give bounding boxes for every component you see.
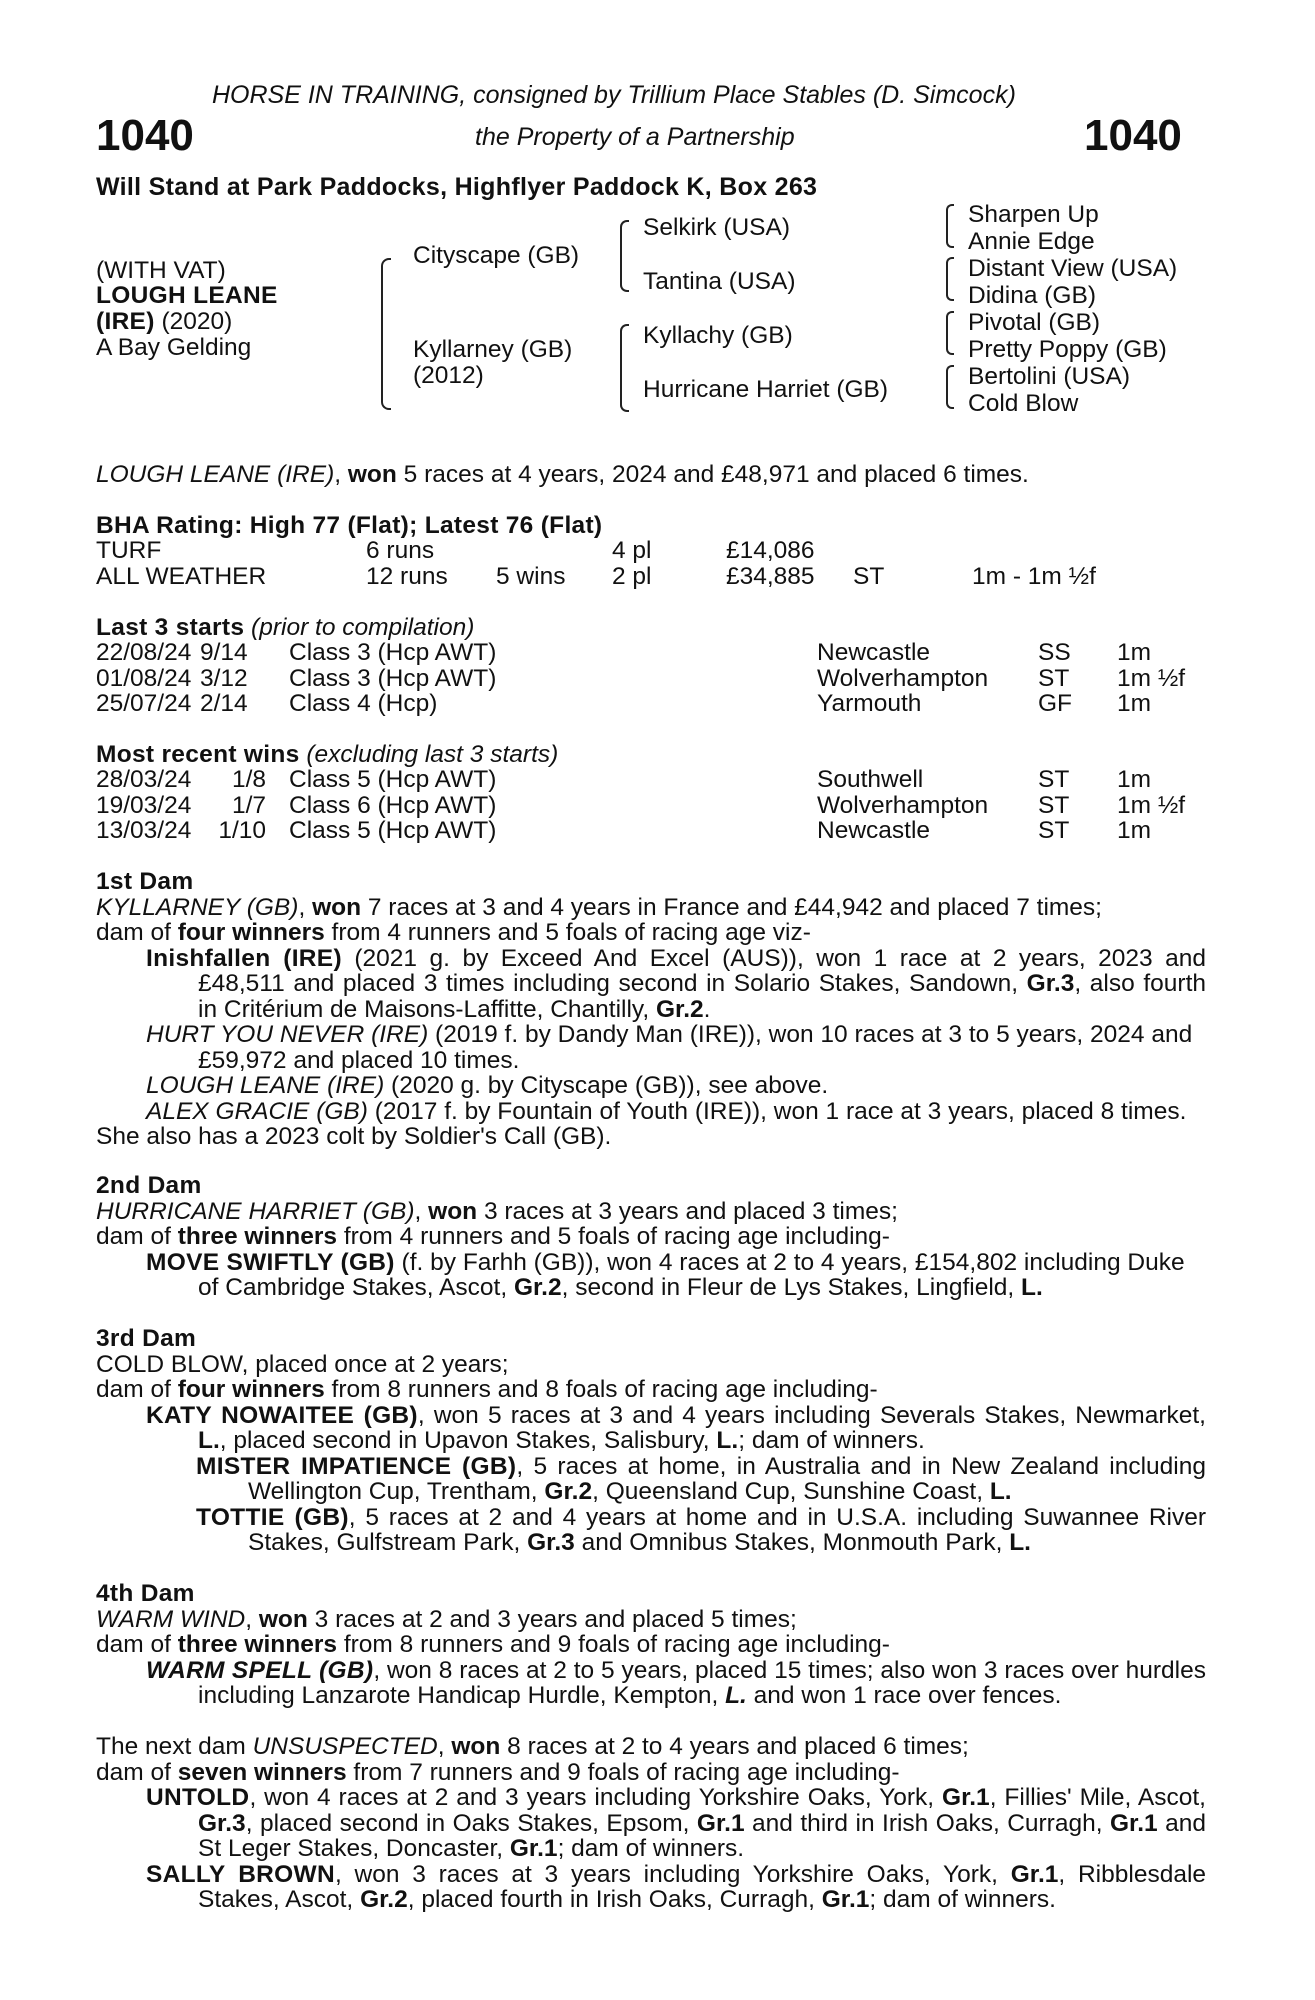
dam-of-label: dam of	[96, 1376, 178, 1403]
pedigree-brace-g12	[946, 204, 954, 248]
produce-entry	[96, 1862, 1206, 1913]
dam-record: KYLLARNEY (GB), won 7 races at 3 and 4 years in France and £44,942 and placed 7 times;	[96, 893, 1102, 921]
pedigree-brace-g56	[946, 311, 954, 355]
pedigree-brace-main	[381, 258, 391, 410]
consignment-title: HORSE IN TRAINING, consigned by Trillium Place Stables (D. Simcock)	[212, 81, 1016, 109]
start-distance: 1m	[1117, 639, 1152, 666]
pedigree-sire-sire: Selkirk (USA)	[643, 214, 791, 241]
win-position: 1/8	[231, 766, 266, 793]
pedigree-g1: Sharpen Up	[968, 201, 1099, 228]
produce-name: TOTTIE (GB)	[196, 1503, 349, 1531]
lot-number-left: 1040	[96, 111, 194, 160]
start-going: ST	[1038, 664, 1070, 692]
pedigree-brace-dam	[620, 324, 629, 412]
won-label: won	[451, 1733, 501, 1760]
pedigree-dam-sire: Kyllachy (GB)	[643, 322, 793, 349]
recent-wins-heading	[96, 742, 558, 768]
dam-of-label: dam of	[96, 1223, 178, 1250]
table-row	[96, 666, 1206, 692]
grade-label: Gr.1	[821, 1886, 870, 1913]
produce-text: .	[703, 995, 711, 1023]
start-race: Class 3 (Hcp AWT)	[289, 639, 497, 666]
rating-prize: £34,885	[726, 562, 815, 590]
produce-text: , won 8 races at 2 to 5 years, placed 15 times; also won 3 races over hurdles including Lanzarote Handicap Hurdle, Kempton,	[198, 1656, 1206, 1709]
grade-label: Gr.1	[696, 1809, 745, 1837]
second-dam-section	[96, 1173, 1206, 1301]
lot-number-right: 1040	[1084, 111, 1182, 160]
rating-wins: 5 wins	[496, 562, 566, 590]
start-race: Class 3 (Hcp AWT)	[289, 664, 497, 692]
horse-year: (2020)	[154, 308, 233, 335]
grade-label: Gr.1	[1109, 1809, 1158, 1837]
rating-runs: 12 runs	[366, 562, 448, 590]
win-race: Class 5 (Hcp AWT)	[289, 766, 497, 793]
rating-row-aw	[96, 564, 1206, 590]
produce-text: , won 3 races at 3 years including Yorkshire Oaks, York,	[334, 1860, 1011, 1888]
vat-note: (WITH VAT)	[96, 257, 226, 284]
last-starts-table	[96, 640, 1206, 717]
rating-surface: TURF	[96, 537, 162, 564]
first-dam-section	[96, 869, 1206, 1150]
win-date: 28/03/24	[96, 766, 192, 793]
winners-count: seven winners	[177, 1758, 347, 1786]
grade-label: Gr.3	[527, 1529, 575, 1556]
start-date: 25/07/24	[96, 690, 192, 717]
pedigree-g8: Cold Blow	[968, 390, 1079, 417]
table-row	[96, 818, 1206, 844]
produce-text: and St Leger Stakes, Doncaster,	[198, 1809, 1207, 1862]
dam-record: COLD BLOW, placed once at 2 years;	[96, 1350, 509, 1378]
pedigree-dam-dam: Hurricane Harriet (GB)	[643, 376, 889, 403]
produce-text: , placed fourth in Irish Oaks, Curragh,	[407, 1886, 822, 1913]
win-position: 1/7	[231, 791, 266, 819]
produce-text: ; dam of winners.	[557, 1835, 745, 1862]
produce-entry	[96, 946, 1206, 1023]
dam-name: HURRICANE HARRIET (GB)	[96, 1197, 415, 1225]
runners-text: from 4 runners and 5 foals of racing age viz-	[324, 919, 811, 946]
produce-text: ; dam of winners.	[738, 1427, 925, 1454]
grade-label: L.	[725, 1682, 747, 1709]
produce-text: (f. by Farhh (GB)), won 4 races at 2 to 4 years, £154,802 including Duke of Cambridge Stakes, Ascot,	[198, 1248, 1185, 1301]
horse-name: LOUGH LEANE	[96, 282, 278, 309]
produce-text: (2019 f. by Dandy Man (IRE)), won 10 races at 3 to 5 years, 2024 and £59,972 and placed 10 times.	[198, 1021, 1193, 1074]
rating-going: ST	[853, 562, 885, 590]
produce-name: MOVE SWIFTLY (GB)	[146, 1248, 395, 1276]
win-date: 19/03/24	[96, 791, 192, 819]
dam-name: KYLLARNEY (GB)	[96, 893, 299, 921]
start-course: Wolverhampton	[817, 664, 989, 692]
produce-entry	[96, 1073, 1206, 1099]
grade-label: L.	[1009, 1529, 1031, 1556]
produce-entry	[96, 1099, 1206, 1125]
produce-text: , also fourth in Critérium de Maisons-Laffitte, Chantilly,	[198, 970, 1207, 1023]
pedigree-dam: Kyllarney (GB)	[413, 336, 573, 363]
produce-name: KATY NOWAITEE (GB)	[146, 1401, 418, 1429]
table-row	[96, 793, 1206, 819]
dam-name: WARM WIND	[96, 1605, 246, 1633]
recent-wins-title: Most recent wins	[96, 741, 300, 768]
runners-text: from 8 runners and 8 foals of racing age including-	[324, 1376, 878, 1403]
horse-description: A Bay Gelding	[96, 334, 252, 361]
dam-produce	[96, 1760, 1206, 1786]
section-heading: 3rd Dam	[96, 1325, 197, 1352]
pedigree-sire-dam: Tantina (USA)	[643, 268, 796, 295]
start-course: Yarmouth	[817, 690, 922, 717]
produce-entry	[96, 1250, 1206, 1301]
rating-prize: £14,086	[726, 537, 815, 564]
produce-name: LOUGH LEANE (IRE)	[146, 1072, 385, 1099]
grade-label: Gr.2	[513, 1274, 562, 1301]
dam-produce	[96, 1377, 1206, 1403]
dam-name: UNSUSPECTED	[252, 1733, 438, 1760]
produce-text: , Fillies' Mile, Ascot,	[989, 1784, 1206, 1811]
win-going: ST	[1038, 817, 1070, 844]
win-distance: 1m	[1117, 766, 1152, 793]
won-label: won	[312, 893, 362, 921]
produce-text: , won 4 races at 2 and 3 years including Yorkshire Oaks, York,	[249, 1784, 943, 1811]
produce-name: UNTOLD	[146, 1784, 250, 1811]
start-going: SS	[1038, 639, 1071, 666]
dam-record: WARM WIND, won 3 races at 2 and 3 years and placed 5 times;	[96, 1605, 797, 1633]
runners-text: from 8 runners and 9 foals of racing age including-	[337, 1631, 890, 1658]
win-course: Newcastle	[817, 817, 931, 844]
produce-text: , placed second in Oaks Stakes, Epsom,	[245, 1809, 697, 1837]
start-position: 9/14	[200, 639, 248, 666]
grade-label: Gr.1	[1010, 1860, 1059, 1888]
recent-wins-note: (excluding last 3 starts)	[299, 741, 559, 768]
produce-text: , 5 races at 2 and 4 years at home and in U.S.A. including Suwannee River Stakes, Gulfstream Park,	[248, 1503, 1206, 1556]
rating-surface: ALL WEATHER	[96, 562, 267, 590]
produce-text: , won 5 races at 3 and 4 years including Severals Stakes, Newmarket,	[417, 1401, 1206, 1429]
grade-label: Gr.2	[655, 995, 704, 1023]
produce-name: SALLY BROWN	[146, 1860, 335, 1888]
dam-produce	[96, 1632, 1206, 1658]
dam-record: HURRICANE HARRIET (GB), won 3 races at 3 years and placed 3 times;	[96, 1197, 898, 1225]
last-starts-note: (prior to compilation)	[244, 614, 475, 641]
produce-name: ALEX GRACIE (GB)	[146, 1097, 368, 1125]
summary-text: 5 races at 4 years, 2024 and £48,971 and placed 6 times.	[396, 461, 1029, 488]
produce-entry	[96, 1785, 1206, 1862]
pedigree-g6: Pretty Poppy (GB)	[968, 336, 1167, 363]
ownership-line: the Property of a Partnership	[475, 123, 795, 151]
win-race: Class 6 (Hcp AWT)	[289, 791, 497, 819]
produce-entry	[96, 1505, 1206, 1556]
start-distance: 1m ½f	[1117, 664, 1186, 692]
win-going: ST	[1038, 791, 1070, 819]
rating-distance: 1m - 1m ½f	[972, 562, 1096, 590]
table-row	[96, 767, 1206, 793]
table-row	[96, 640, 1206, 666]
dam-record-text: 7 races at 3 and 4 years in France and £44,942 and placed 7 times;	[361, 893, 1102, 921]
winners-count: three winners	[177, 1631, 338, 1658]
table-row	[96, 691, 1206, 717]
dam-record	[96, 1734, 1206, 1760]
produce-text: , Ribblesdale Stakes, Ascot,	[198, 1860, 1207, 1913]
produce-text: and Omnibus Stakes, Monmouth Park,	[574, 1529, 1010, 1556]
grade-label: L.	[989, 1478, 1012, 1505]
dam-of-label: dam of	[96, 1758, 178, 1786]
grade-label: L.	[1021, 1274, 1043, 1301]
produce-text: , 5 races at home, in Australia and in New Zealand including Wellington Cup, Trentham,	[248, 1452, 1206, 1505]
section-heading: 1st Dam	[96, 868, 194, 895]
pedigree-g7: Bertolini (USA)	[968, 363, 1131, 390]
produce-text: (2017 f. by Fountain of Youth (IRE)), won 1 race at 3 years, placed 8 times.	[367, 1097, 1187, 1125]
produce-entry	[96, 1403, 1206, 1454]
win-race: Class 5 (Hcp AWT)	[289, 817, 497, 844]
winners-count: three winners	[177, 1223, 338, 1250]
grade-label: L.	[716, 1427, 739, 1454]
summary-won: won	[347, 461, 397, 488]
win-distance: 1m ½f	[1117, 791, 1186, 819]
grade-label: Gr.1	[509, 1835, 558, 1862]
win-distance: 1m	[1117, 817, 1152, 844]
produce-name: MISTER IMPATIENCE (GB)	[196, 1452, 517, 1480]
dam-of-label: dam of	[96, 1631, 178, 1658]
produce-text: (2021 g. by Exceed And Excel (AUS)), won 1 race at 2 years, 2023 and £48,511 and placed 3 times including second in Solario Stakes, Sandown,	[198, 944, 1206, 997]
produce-name: Inishfallen (IRE)	[146, 944, 342, 972]
produce-text: , placed second in Upavon Stakes, Salisbury,	[219, 1427, 717, 1454]
last-starts-heading	[96, 615, 474, 641]
win-position: 1/10	[218, 817, 266, 844]
win-course: Wolverhampton	[817, 791, 989, 819]
dam-produce	[96, 1224, 1206, 1250]
pedigree-g4: Didina (GB)	[968, 282, 1096, 309]
horse-origin-year	[96, 309, 232, 335]
rating-placed: 2 pl	[612, 562, 652, 590]
start-date: 22/08/24	[96, 639, 192, 666]
produce-text: ; dam of winners.	[869, 1886, 1056, 1913]
won-label: won	[258, 1605, 308, 1633]
win-date: 13/03/24	[96, 817, 192, 844]
pedigree-g5: Pivotal (GB)	[968, 309, 1101, 336]
rating-row-turf	[96, 538, 1206, 564]
grade-label: Gr.3	[198, 1809, 246, 1837]
next-dam-intro: The next dam	[96, 1733, 253, 1760]
dam-of-label: dam of	[96, 919, 178, 946]
pedigree-dam-year: (2012)	[413, 362, 484, 389]
grade-label: Gr.2	[544, 1478, 593, 1505]
rating-placed: 4 pl	[612, 537, 652, 564]
grade-label: Gr.3	[1026, 970, 1075, 997]
grade-label: L.	[198, 1427, 220, 1454]
start-race: Class 4 (Hcp)	[289, 690, 438, 717]
produce-entry	[96, 1022, 1206, 1073]
won-label: won	[428, 1197, 478, 1225]
produce-text: (2020 g. by Cityscape (GB)), see above.	[384, 1072, 829, 1099]
dam-record-text: 3 races at 2 and 3 years and placed 5 times;	[307, 1605, 797, 1633]
start-position: 2/14	[200, 690, 248, 717]
pedigree-brace-g34	[946, 257, 954, 301]
third-dam-section	[96, 1326, 1206, 1556]
start-date: 01/08/24	[96, 664, 192, 692]
horse-country: (IRE)	[96, 308, 155, 335]
section-heading: 4th Dam	[96, 1580, 195, 1607]
winners-count: four winners	[177, 919, 325, 946]
pedigree-g2: Annie Edge	[968, 228, 1095, 255]
produce-entry	[96, 1658, 1206, 1709]
produce-text: and won 1 race over fences.	[746, 1682, 1062, 1709]
produce-entry	[96, 1454, 1206, 1505]
produce-text: , second in Fleur de Lys Stakes, Lingfield,	[561, 1274, 1022, 1301]
winners-count: four winners	[177, 1376, 325, 1403]
produce-text: and third in Irish Oaks, Curragh,	[744, 1809, 1110, 1837]
rating-runs: 6 runs	[366, 537, 435, 564]
start-course: Newcastle	[817, 639, 931, 666]
separator: ,	[437, 1733, 452, 1760]
pedigree-brace-sire	[620, 220, 629, 292]
race-summary: LOUGH LEANE (IRE), won 5 races at 4 years, 2024 and £48,971 and placed 6 times.	[96, 461, 1029, 488]
produce-text: , Queensland Cup, Sunshine Coast,	[592, 1478, 990, 1505]
start-going: GF	[1038, 690, 1073, 717]
fourth-dam-section	[96, 1581, 1206, 1709]
recent-wins-table	[96, 767, 1206, 844]
produce-name: HURT YOU NEVER (IRE)	[146, 1021, 429, 1048]
grade-label: Gr.2	[360, 1886, 408, 1913]
dam-record-text: 3 races at 3 years and placed 3 times;	[477, 1197, 898, 1225]
section-heading: 2nd Dam	[96, 1172, 202, 1199]
dam-record-text: 8 races at 2 to 4 years and placed 6 times;	[500, 1733, 969, 1760]
pedigree-g3: Distant View (USA)	[968, 255, 1178, 282]
rating-table	[96, 538, 1206, 589]
summary-horse-name: LOUGH LEANE (IRE)	[96, 461, 335, 488]
dam-also-note: She also has a 2023 colt by Soldier's Call (GB).	[96, 1123, 612, 1150]
produce-name: WARM SPELL (GB)	[146, 1656, 374, 1684]
last-starts-title: Last 3 starts	[96, 614, 245, 641]
next-dam-section	[96, 1734, 1206, 1913]
grade-label: Gr.1	[942, 1784, 990, 1811]
dam-produce	[96, 920, 1206, 946]
location-line: Will Stand at Park Paddocks, Highflyer Paddock K, Box 263	[96, 173, 818, 201]
win-course: Southwell	[817, 766, 924, 793]
pedigree-sire: Cityscape (GB)	[413, 242, 580, 269]
runners-text: from 7 runners and 9 foals of racing age including-	[346, 1758, 900, 1786]
runners-text: from 4 runners and 5 foals of racing age including-	[337, 1223, 890, 1250]
rating-heading: BHA Rating: High 77 (Flat); Latest 76 (Flat)	[96, 512, 603, 539]
start-position: 3/12	[200, 664, 248, 692]
win-going: ST	[1038, 766, 1070, 793]
start-distance: 1m	[1117, 690, 1152, 717]
pedigree-brace-g78	[946, 365, 954, 409]
